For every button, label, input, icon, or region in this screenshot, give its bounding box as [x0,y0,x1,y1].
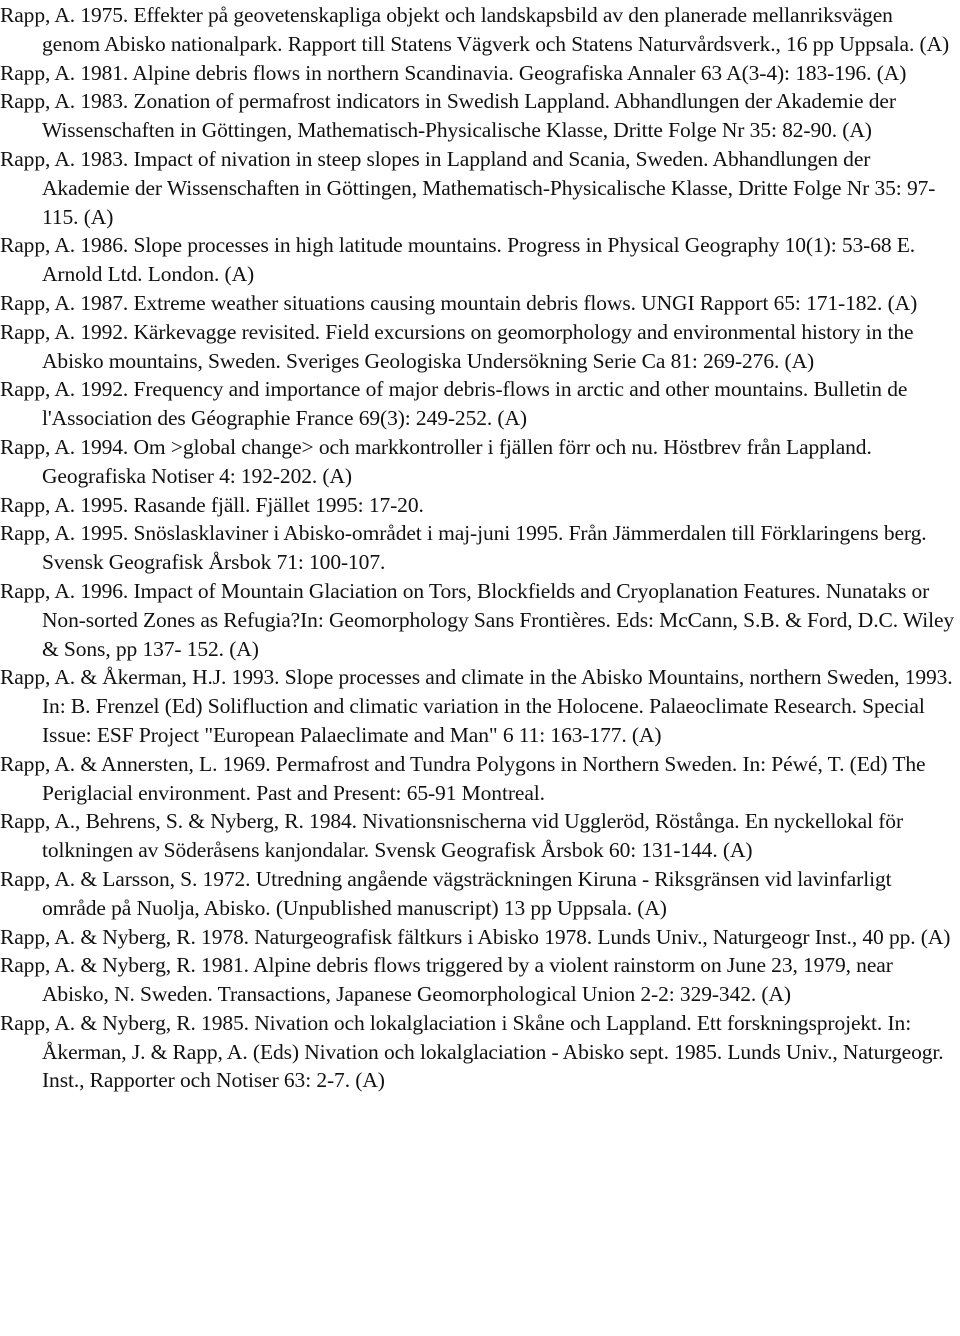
reference-list [0,1,956,1095]
reference-entry: Rapp, A. 1983. Zonation of permafrost indicators in Swedish Lappland. Abhandlungen der Akademie der Wissenschaften in Göttingen, Mathematisch-Physicalische Klasse, Dritte Folge Nr 35: 82-90. (A) [0,89,896,143]
reference-entry: Rapp, A. 1983. Impact of nivation in steep slopes in Lappland and Scania, Sweden. Abhandlungen der Akademie der Wissenschaften in Göttingen, Mathematisch-Physicalische Klasse, Dritte Folge Nr 35: 97-115. (A) [0,146,936,229]
reference-entry: Rapp, A. 1987. Extreme weather situations causing mountain debris flows. UNGI Rapport 65: 171-182. (A) [0,290,918,315]
reference-entry: Rapp, A. 1981. Alpine debris flows in northern Scandinavia. Geografiska Annaler 63 A(3-4): 183-196. (A) [0,60,907,85]
reference-entry: Rapp, A. & Nyberg, R. 1978. Naturgeografisk fältkurs i Abisko 1978. Lunds Univ., Naturgeogr Inst., 40 pp. (A) [0,924,951,949]
reference-entry: Rapp, A. 1995. Snöslasklaviner i Abisko-området i maj-juni 1995. Från Jämmerdalen till Förklaringens berg. Svensk Geografisk Årsbok 71: 100-107. [0,521,927,575]
reference-entry: Rapp, A. 1992. Frequency and importance of major debris-flows in arctic and other mountains. Bulletin de l'Association des Géographie France 69(3): 249-252. (A) [0,377,908,431]
reference-entry: Rapp, A. & Larsson, S. 1972. Utredning angående vägsträckningen Kiruna - Riksgränsen vid lavinfarligt område på Nuolja, Abisko. (Unpublished manuscript) 13 pp Uppsala. (A) [0,866,892,920]
reference-entry: Rapp, A. 1975. Effekter på geovetenskapliga objekt och landskapsbild av den planerade mellanriksvägen genom Abisko nationalpark. Rapport till Statens Vägverk och Statens Naturvårdsverk., 16 pp Uppsala. (A) [0,3,950,56]
reference-entry: Rapp, A. 1995. Rasande fjäll. Fjället 1995: 17-20. [0,492,424,517]
reference-entry: Rapp, A. & Nyberg, R. 1985. Nivation och lokalglaciation i Skåne och Lappland. Ett forskningsprojekt. In: Åkerman, J. & Rapp, A. (Eds) Nivation och lokalglaciation - Abisko sept. 1985. Lunds Univ., Naturgeogr. Inst., Rapporter och Notiser 63: 2-7. (A) [0,1010,944,1093]
reference-entry: Rapp, A. 1986. Slope processes in high latitude mountains. Progress in Physical Geography 10(1): 53-68 E. Arnold Ltd. London. (A) [0,233,916,287]
reference-entry: Rapp, A. 1996. Impact of Mountain Glaciation on Tors, Blockfields and Cryoplanation Features. Nunataks or Non-sorted Zones as Refugia?In: Geomorphology Sans Frontières. Eds: McCann, S.B. & Ford, D.C. Wiley & Sons, pp 137- 152. (A) [0,578,955,661]
reference-entry: Rapp, A. 1992. Kärkevagge revisited. Field excursions on geomorphology and environmental history in the Abisko mountains, Sweden. Sveriges Geologiska Undersökning Serie Ca 81: 269-276. (A) [0,319,914,373]
reference-entry: Rapp, A. & Nyberg, R. 1981. Alpine debris flows triggered by a violent rainstorm on June 23, 1979, near Abisko, N. Sweden. Transactions, Japanese Geomorphological Union 2-2: 329-342. (A) [0,953,893,1007]
reference-entry: Rapp, A. & Åkerman, H.J. 1993. Slope processes and climate in the Abisko Mountains, northern Sweden, 1993. In: B. Frenzel (Ed) Solifluction and climatic variation in the Holocene. Palaeoclimate Research. Special Issue: ESF Project "European Palaeclimate and Man" 6 11: 163-177. (A) [0,665,953,747]
reference-entry: Rapp, A. 1994. Om >global change> och markkontroller i fjällen förr och nu. Höstbrev från Lappland. Geografiska Notiser 4: 192-202. (A) [0,434,872,488]
reference-entry: Rapp, A., Behrens, S. & Nyberg, R. 1984. Nivationsnischerna vid Uggleröd, Röstånga. En nyckellokal för tolkningen av Söderåsens kanjondalar. Svensk Geografisk Årsbok 60: 131-144. (A) [0,809,904,863]
reference-entry: Rapp, A. & Annersten, L. 1969. Permafrost and Tundra Polygons in Northern Sweden. In: Péwé, T. (Ed) The Periglacial environment. Past and Present: 65-91 Montreal. [0,751,926,805]
